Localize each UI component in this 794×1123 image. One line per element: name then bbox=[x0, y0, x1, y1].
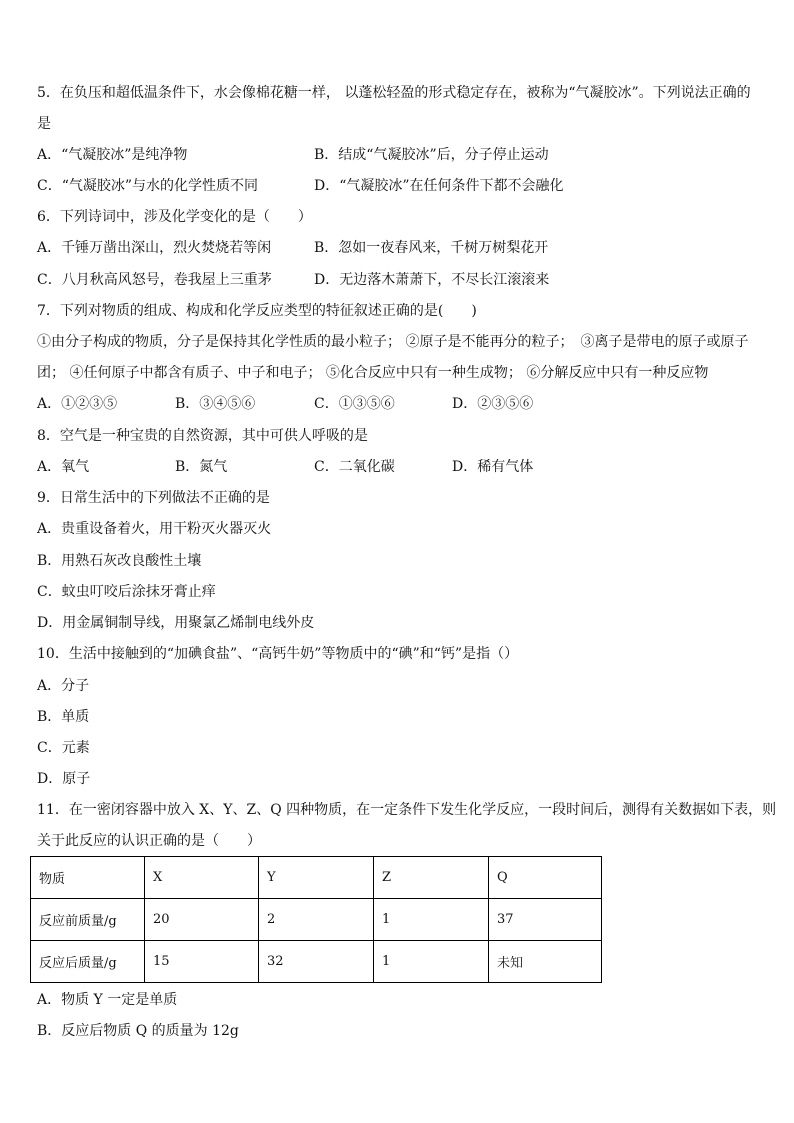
q6-option-c: C．八月秋高风怒号，卷我屋上三重茅 bbox=[37, 272, 272, 288]
q11-option-a: A．物质 Y 一定是单质 bbox=[37, 992, 178, 1008]
q7-option-d: D．②③⑤⑥ bbox=[452, 396, 534, 412]
q7-body-line2: 团； ④任何原子中都含有质子、中子和电子； ⑤化合反应中只有一种生成物； ⑥分解反应中只有一种反应物 bbox=[37, 365, 709, 381]
q11-stem-line2: 关于此反应的认识正确的是（ ） bbox=[37, 833, 261, 849]
table-cell: Y bbox=[259, 857, 374, 899]
table-cell: 32 bbox=[259, 941, 374, 983]
q8-option-d: D．稀有气体 bbox=[452, 459, 534, 475]
q8-option-a: A．氧气 bbox=[37, 459, 90, 475]
q6-option-a: A．千锤万凿出深山，烈火焚烧若等闲 bbox=[37, 240, 272, 256]
q7-option-c: C．①③⑤⑥ bbox=[314, 396, 395, 412]
q7-stem: 7．下列对物质的组成、构成和化学反应类型的特征叙述正确的是( ) bbox=[37, 303, 477, 319]
q9-stem: 9．日常生活中的下列做法不正确的是 bbox=[37, 490, 270, 506]
q6-stem: 6．下列诗词中，涉及化学变化的是（ ） bbox=[37, 209, 312, 225]
q9-option-b: B．用熟石灰改良酸性土壤 bbox=[37, 553, 202, 569]
table-cell: Q bbox=[489, 857, 602, 899]
q7-option-b: B．③④⑤⑥ bbox=[175, 396, 256, 412]
q10-stem: 10．生活中接触到的“加碘食盐”、“高钙牛奶”等物质中的“碘”和“钙”是指（） bbox=[37, 646, 519, 662]
table-row bbox=[31, 941, 602, 983]
q7-body-line1: ①由分子构成的物质，分子是保持其化学性质的最小粒子； ②原子是不能再分的粒子； ③离子是带电的原子或原子 bbox=[37, 334, 749, 350]
q9-option-d: D．用金属铜制导线，用聚氯乙烯制电线外皮 bbox=[37, 615, 315, 631]
q10-option-c: C．元素 bbox=[37, 740, 90, 756]
table-header-row bbox=[31, 857, 602, 899]
q5-option-d: D．“气凝胶冰”在任何条件下都不会融化 bbox=[314, 178, 564, 194]
q8-stem: 8．空气是一种宝贵的自然资源，其中可供人呼吸的是 bbox=[37, 428, 368, 444]
table-cell: 1 bbox=[374, 941, 489, 983]
table-row bbox=[31, 899, 602, 941]
table-cell: 物质 bbox=[31, 857, 145, 899]
q9-option-a: A．贵重设备着火，用干粉灭火器灭火 bbox=[37, 521, 272, 537]
q11-option-b: B．反应后物质 Q 的质量为 12g bbox=[37, 1023, 239, 1039]
q7-option-a: A．①②③⑤ bbox=[37, 396, 118, 412]
table-cell: X bbox=[145, 857, 259, 899]
table-cell: 反应前质量/g bbox=[31, 899, 145, 941]
table-cell: 37 bbox=[489, 899, 602, 941]
q11-stem-line1: 11．在一密闭容器中放入 X、Y、Z、Q 四种物质，在一定条件下发生化学反应，一段时间后，测得有关数据如下表，则 bbox=[37, 802, 777, 818]
q5-option-a: A．“气凝胶冰”是纯净物 bbox=[37, 147, 188, 163]
q10-option-b: B．单质 bbox=[37, 709, 90, 725]
q8-option-b: B．氮气 bbox=[175, 459, 228, 475]
q6-option-b: B．忽如一夜春风来，千树万树梨花开 bbox=[314, 240, 549, 256]
q5-option-c: C．“气凝胶冰”与水的化学性质不同 bbox=[37, 178, 259, 194]
table-cell: Z bbox=[374, 857, 489, 899]
q8-option-c: C．二氧化碳 bbox=[314, 459, 395, 475]
q6-option-d: D．无边落木萧萧下，不尽长江滚滚来 bbox=[314, 272, 550, 288]
q11-data-table bbox=[30, 856, 602, 983]
table-cell: 反应后质量/g bbox=[31, 941, 145, 983]
table-cell: 2 bbox=[259, 899, 374, 941]
q10-option-a: A．分子 bbox=[37, 678, 90, 694]
q5-stem-line1: 5．在负压和超低温条件下，水会像棉花糖一样， 以蓬松轻盈的形式稳定存在，被称为“气凝胶冰”。下列说法正确的 bbox=[37, 85, 751, 101]
q10-option-d: D．原子 bbox=[37, 771, 91, 787]
table-cell: 15 bbox=[145, 941, 259, 983]
q5-stem-line2: 是 bbox=[37, 116, 51, 132]
table-cell: 20 bbox=[145, 899, 259, 941]
q5-option-b: B．结成“气凝胶冰”后，分子停止运动 bbox=[314, 147, 549, 163]
table-cell: 未知 bbox=[489, 941, 602, 983]
table-cell: 1 bbox=[374, 899, 489, 941]
q9-option-c: C．蚊虫叮咬后涂抹牙膏止痒 bbox=[37, 584, 216, 600]
